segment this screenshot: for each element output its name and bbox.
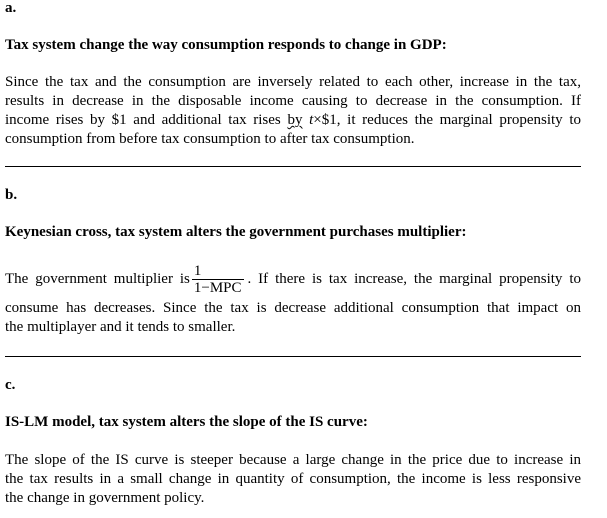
paragraph-line: the multiplayer and it tends to smaller. [5,319,236,335]
section-divider [5,356,581,357]
section-b-label: b. [5,187,18,203]
fraction-numerator: 1 [192,263,244,280]
paragraph-line: results in decrease in the disposable income causing to decrease in the consumption. If [5,93,581,109]
paragraph-line [5,111,581,130]
section-b-heading: Keynesian cross, tax system alters the government purchases multiplier: [5,224,467,240]
line-text: income rises by $1 and additional tax rises [5,112,281,128]
section-b-paragraph [5,259,581,337]
spelling-squiggle: by [287,112,303,128]
line-text: , it reduces the marginal propensity to [336,112,582,128]
paragraph-line: consumption from before tax consumption to after tax consumption. [5,131,415,147]
paragraph-line: The slope of the IS curve is steeper because a large change in the price due to increase in [5,452,581,468]
fraction-denominator: 1−MPC [193,279,242,296]
paragraph-line: the tax results in a small change in quantity of consumption, the income is less responsive [5,471,581,487]
section-a-heading: Tax system change the way consumption responds to change in GDP: [5,37,447,53]
math-variable: t [309,112,314,128]
paragraph-line: Since the tax and the consumption are inversely related to each other, increase in the tax, [5,74,581,90]
paragraph-line [5,259,581,299]
section-divider [5,166,581,167]
math-expression: ×$1 [313,112,337,128]
multiplier-fraction [192,263,244,297]
section-a-label: a. [5,0,17,16]
section-c-paragraph [5,451,581,508]
paragraph-line: the change in government policy. [5,490,205,506]
paragraph-line: consume has decreases. Since the tax is decrease additional consumption that impact on [5,300,581,316]
section-c-label: c. [5,377,16,393]
line-text: . If there is tax increase, the marginal propensity to [247,271,581,287]
line-text: The government multiplier is [5,271,190,287]
section-c-heading: IS-LM model, tax system alters the slope of the IS curve: [5,414,368,430]
section-a-paragraph [5,73,581,149]
